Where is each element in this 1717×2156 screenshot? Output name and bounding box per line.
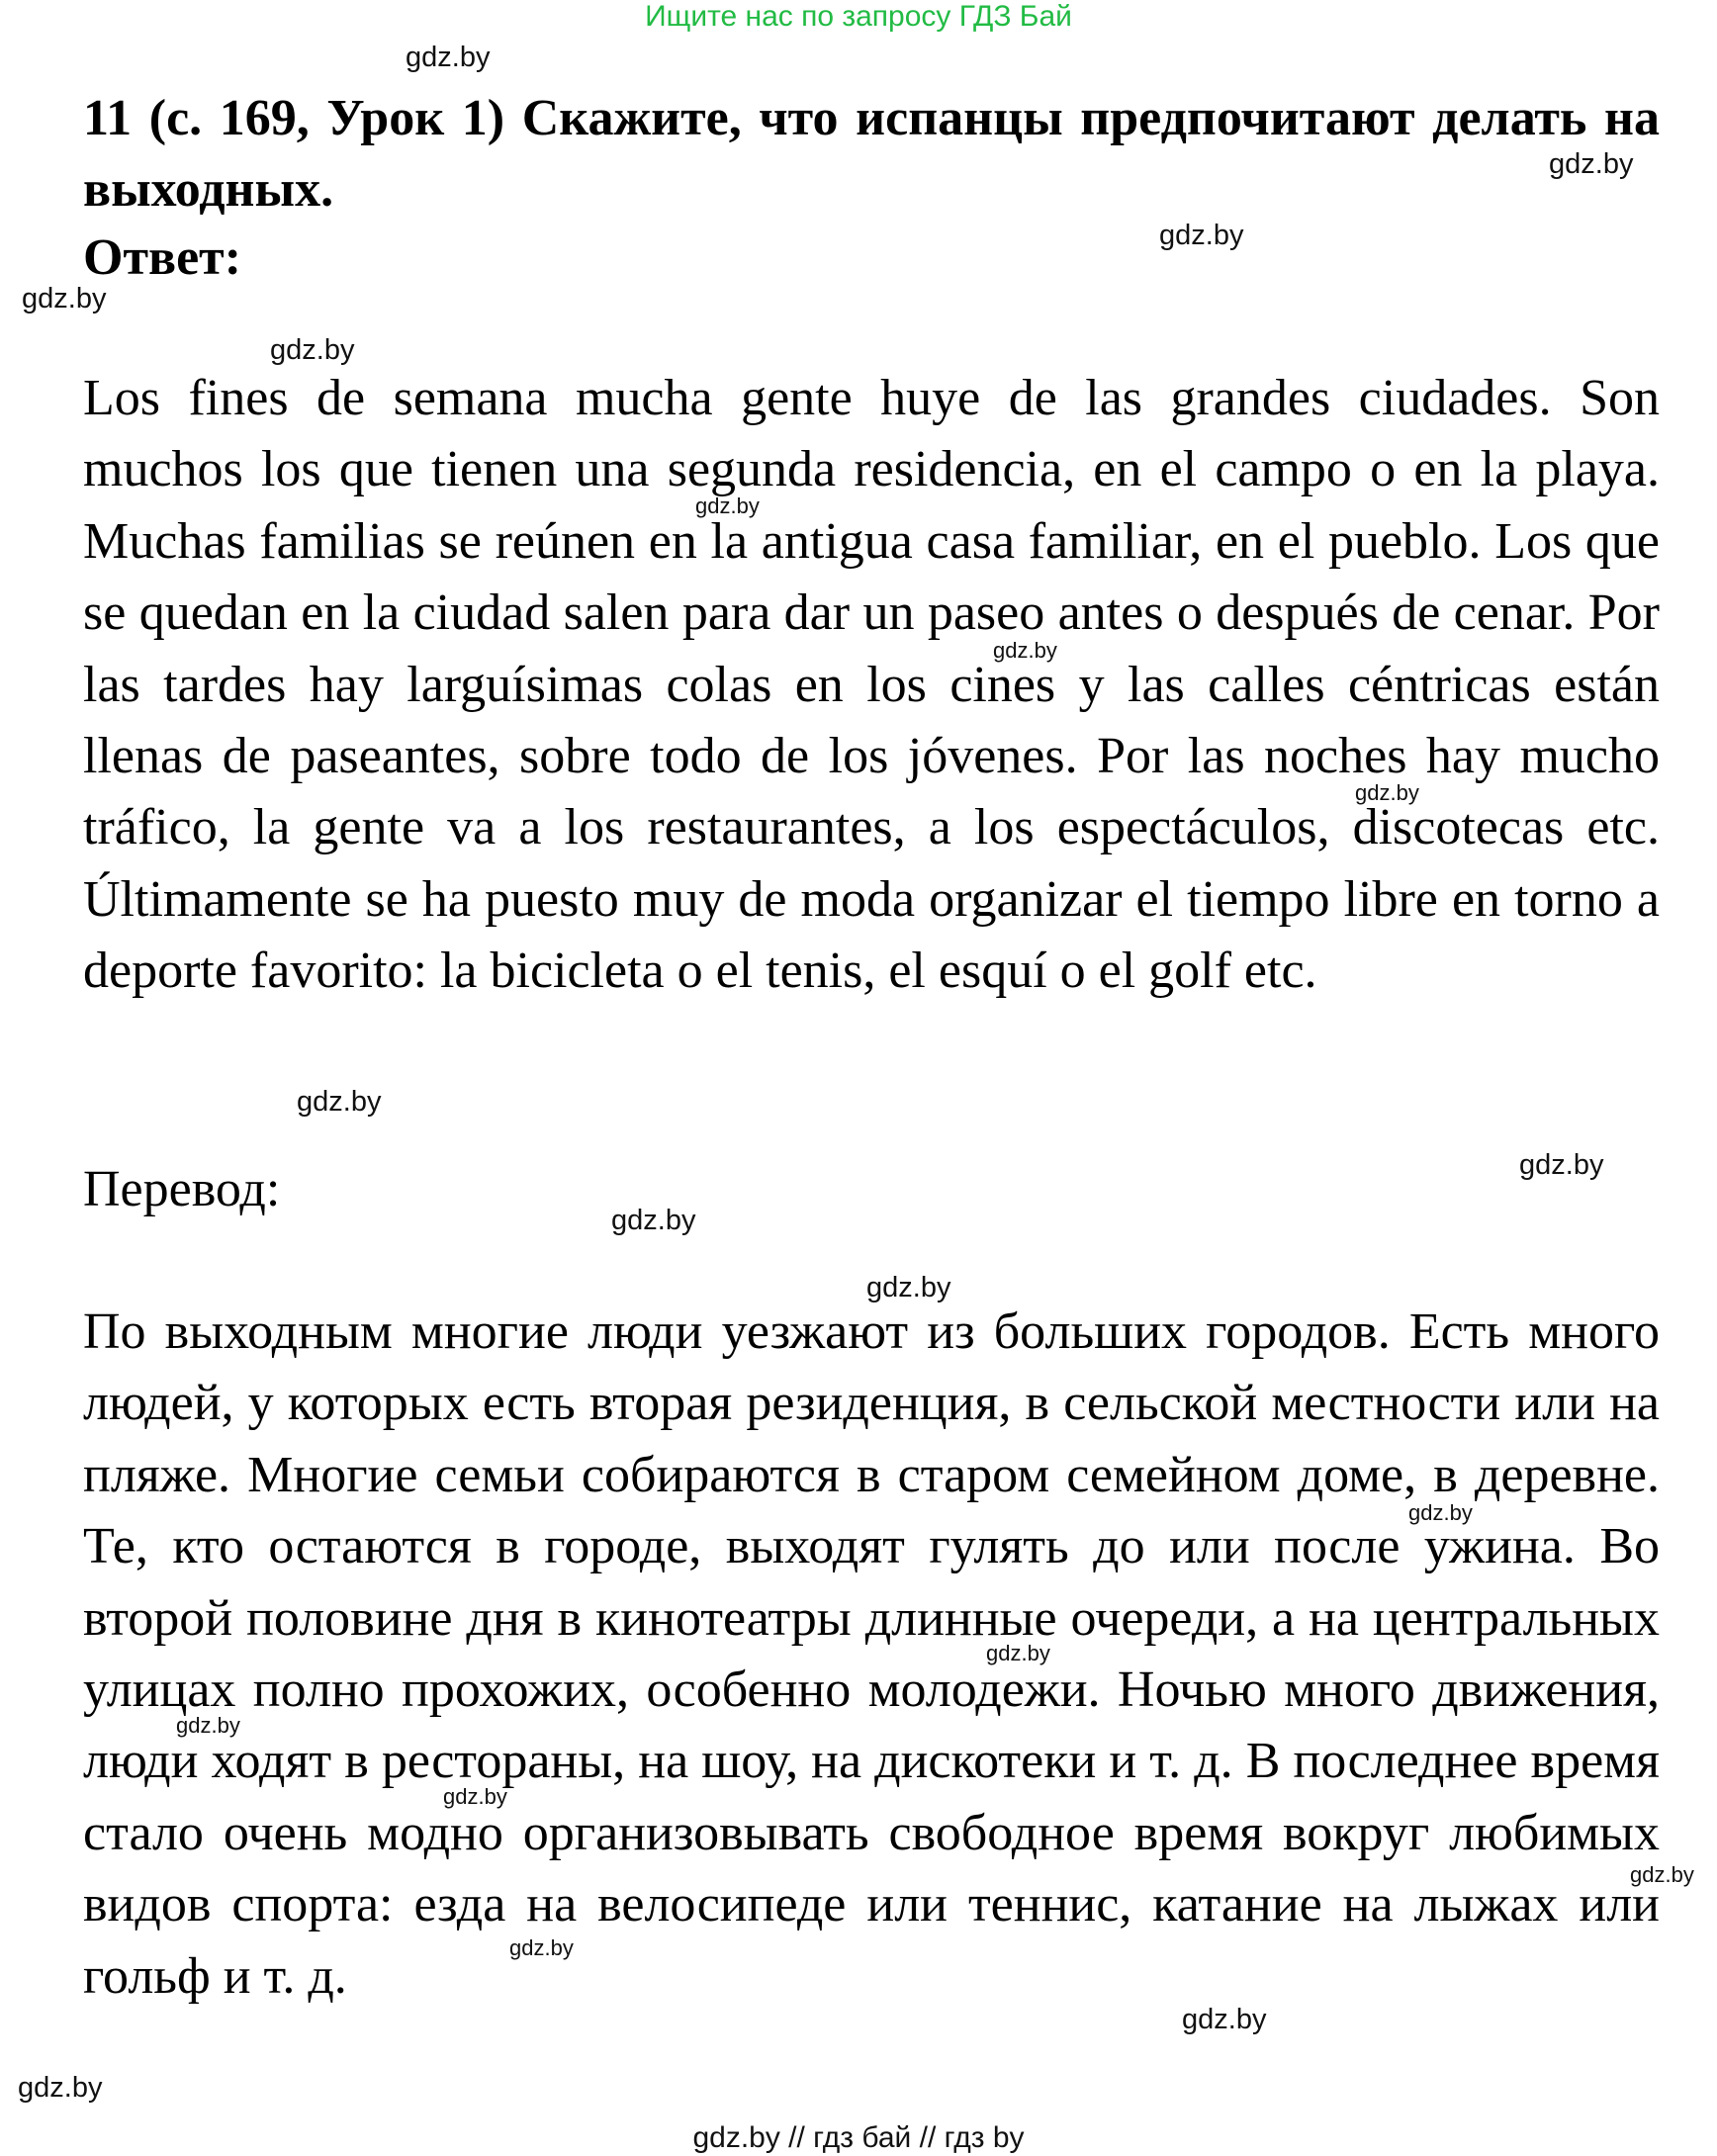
watermark: gdz.by xyxy=(993,638,1057,663)
watermark: gdz.by xyxy=(1355,780,1419,805)
watermark: gdz.by xyxy=(406,42,491,73)
watermark: gdz.by xyxy=(270,334,355,366)
watermark: gdz.by xyxy=(866,1272,951,1303)
watermark: gdz.by xyxy=(297,1086,382,1118)
watermark: gdz.by xyxy=(176,1713,240,1738)
watermark: gdz.by xyxy=(611,1205,696,1236)
watermark: gdz.by xyxy=(509,1935,574,1960)
russian-translation-text: По выходным многие люди уезжают из больших городов. Есть много людей, у которых есть вторая резиденция, в сельской местности или на пляже. Многие семьи собираются в старом семейном доме, в деревне. Те, кто остаются в городе, выходят гулять до или после ужина. Во второй половине дня в кинотеатры длинные очереди, а на центральных улицах полно прохожих, особенно молодежи. Ночью много движения, люди ходят в рестораны, на шоу, на дискотеки и т. д. В последнее время стало очень модно организовывать свободное время вокруг любимых видов спорта: езда на велосипеде или теннис, катание на лыжах или гольф и т. д. xyxy=(83,1303,1660,2005)
exercise-heading: 11 (с. 169, Урок 1) Скажите, что испанцы предпочитают делать на выходных. xyxy=(83,90,1660,218)
watermark: gdz.by xyxy=(22,283,107,314)
watermark: gdz.by xyxy=(1182,2004,1267,2035)
watermark: gdz.by xyxy=(986,1641,1050,1665)
watermark: gdz.by xyxy=(695,494,760,518)
watermark: gdz.by xyxy=(443,1784,507,1809)
top-banner: Ищите нас по запросу ГДЗ Бай xyxy=(645,0,1072,33)
footer-links: gdz.by // гдз бай // гдз by xyxy=(692,2121,1025,2154)
watermark: gdz.by xyxy=(1408,1500,1473,1525)
spanish-answer-text: Los fines de semana mucha gente huye de las grandes ciudades. Son muchos los que tienen una segunda residencia, en el campo o en la playa. Muchas familias se reúnen en la antigua casa familiar, en el pueblo. Los que se quedan en la ciudad salen para dar un paseo antes o después de cenar. Por las tardes hay larguísimas colas en los cines y las calles céntricas están llenas de paseantes, sobre todo de los jóvenes. Por las noches hay mucho tráfico, la gente va a los restaurantes, a los espectáculos, discotecas etc. Últimamente se ha puesto muy de moda organizar el tiempo libre en torno a deporte favorito: la bicicleta o el tenis, el esquí o el golf etc. xyxy=(83,370,1660,1000)
watermark: gdz.by xyxy=(1159,220,1244,251)
watermark: gdz.by xyxy=(1630,1862,1694,1887)
watermark: gdz.by xyxy=(18,2072,103,2104)
translation-label: Перевод: xyxy=(83,1161,281,1217)
watermark: gdz.by xyxy=(1519,1149,1604,1181)
watermark: gdz.by xyxy=(1549,148,1634,180)
answer-label: Ответ: xyxy=(83,229,242,286)
